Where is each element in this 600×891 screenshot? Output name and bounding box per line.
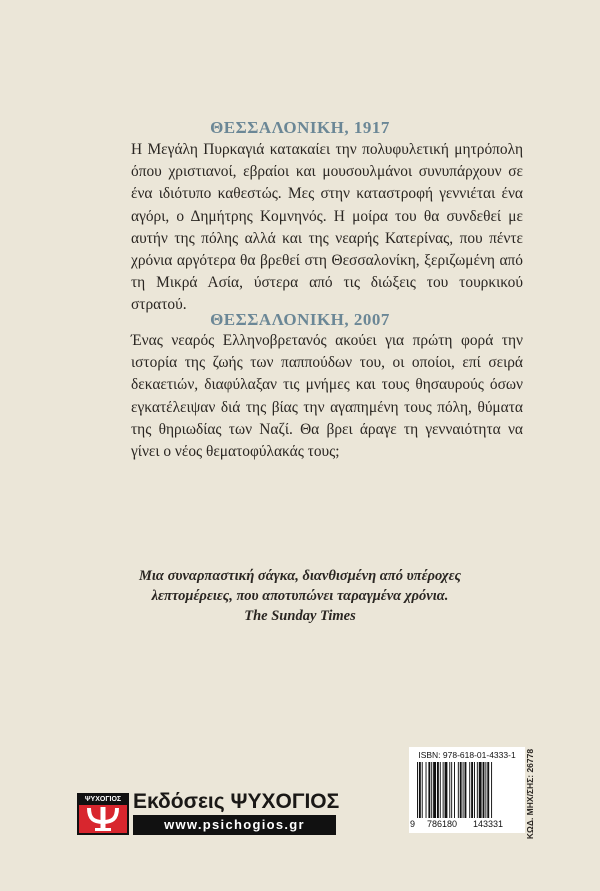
barcode-bar — [454, 762, 455, 818]
barcode-bar — [465, 762, 467, 818]
barcode-bar — [471, 762, 473, 818]
barcode-bar — [474, 762, 475, 818]
psi-icon — [86, 805, 120, 833]
barcode-digit-first: 9 — [410, 819, 416, 829]
quote-line-1: Μια συναρπαστική σάγκα, διανθισμένη από υπέροχες — [139, 568, 461, 584]
barcode-bar — [460, 762, 462, 818]
synopsis-paragraph-1917: Η Μεγάλη Πυρκαγιά κατακαίει την πολυφυλετική μητρόπολη όπου χριστιανοί, εβραίοι και μουσουλμάνοι συνυπάρχουν σε ένα ιδιότυπο καθεστώς. Μες στην καταστροφή γεννιέται ένα αγόρι, ο Δημήτρης Κομνηνός. Η μοίρα του θα συνδεθεί με αυτήν της πόλης αλλά και της νεαρής Κατερίνας, που πέντε χρόνια αργότερα θα βρεθεί στη Θεσσαλονίκη, ξεριζωμένη από τη Μικρά Ασία, ύστερα από τις διώξεις του τουρκικού στρατού. — [131, 141, 523, 314]
barcode-bar — [449, 762, 450, 818]
barcode-bar — [445, 762, 448, 818]
barcode-bar — [426, 762, 427, 818]
heading-1917: ΘΕΣΣΑΛΟΝΙΚΗ, 1917 — [210, 118, 390, 137]
barcode-bar — [417, 762, 418, 818]
publisher-name: Εκδόσεις ΨΥΧΟΓΙΟΣ — [133, 790, 340, 813]
barcode-bar — [419, 762, 421, 818]
barcode-bar — [458, 762, 459, 818]
publisher-logo — [77, 793, 129, 835]
barcode-bar — [491, 762, 492, 818]
quote-line-2: λεπτομέρειες, που αποτυπώνει ταραγμένα χρόνια. — [151, 588, 449, 604]
barcode-digits-left: 786180 — [427, 819, 458, 829]
barcode-bar — [479, 762, 482, 818]
barcode-bar — [422, 762, 423, 818]
barcode-bar — [477, 762, 478, 818]
logo-label: ΨΥΧΟΓΙΟΣ — [79, 795, 127, 805]
barcode-bar — [483, 762, 485, 818]
review-quote — [100, 566, 500, 626]
barcode-bar — [487, 762, 489, 818]
barcode-bar — [469, 762, 470, 818]
product-code — [524, 742, 536, 846]
barcode-bars — [415, 762, 519, 822]
barcode-bar — [485, 762, 486, 818]
product-code-text: ΚΩΔ. ΜΗΧ/ΣΗΣ: 26778 — [525, 748, 535, 840]
synopsis-paragraph-2007: Ένας νεαρός Ελληνοβρετανός ακούει για πρώτη φορά την ιστορία της ζωής των παππούδων του, οι οποίοι, επί σειρά δεκαετιών, διαφύλαξαν τις μνήμες και τους θησαυρούς όσων εγκατέλειψαν διά της βίας την αγαπημένη τους πόλη, θύματα της θηριωδίας των Ναζί. Θα βρει άραγε τη γενναιότητα να γίνει ο νέος θεματοφύλακάς τους; — [131, 332, 523, 461]
barcode-bar — [433, 762, 436, 818]
barcode-bar — [443, 762, 444, 818]
barcode-bar — [437, 762, 439, 818]
barcode-bar — [463, 762, 464, 818]
barcode-bar — [440, 762, 441, 818]
barcode-bar — [428, 762, 430, 818]
barcode-bar — [451, 762, 452, 818]
publisher-url[interactable]: www.psichogios.gr — [133, 815, 336, 835]
quote-source: The Sunday Times — [244, 608, 356, 624]
isbn-number: ISBN: 978-618-01-4333-1 — [418, 750, 516, 760]
heading-2007: ΘΕΣΣΑΛΟΝΙΚΗ, 2007 — [210, 310, 390, 329]
barcode-bar — [431, 762, 432, 818]
isbn-barcode — [409, 747, 525, 833]
barcode-digits-right: 143331 — [473, 819, 504, 829]
